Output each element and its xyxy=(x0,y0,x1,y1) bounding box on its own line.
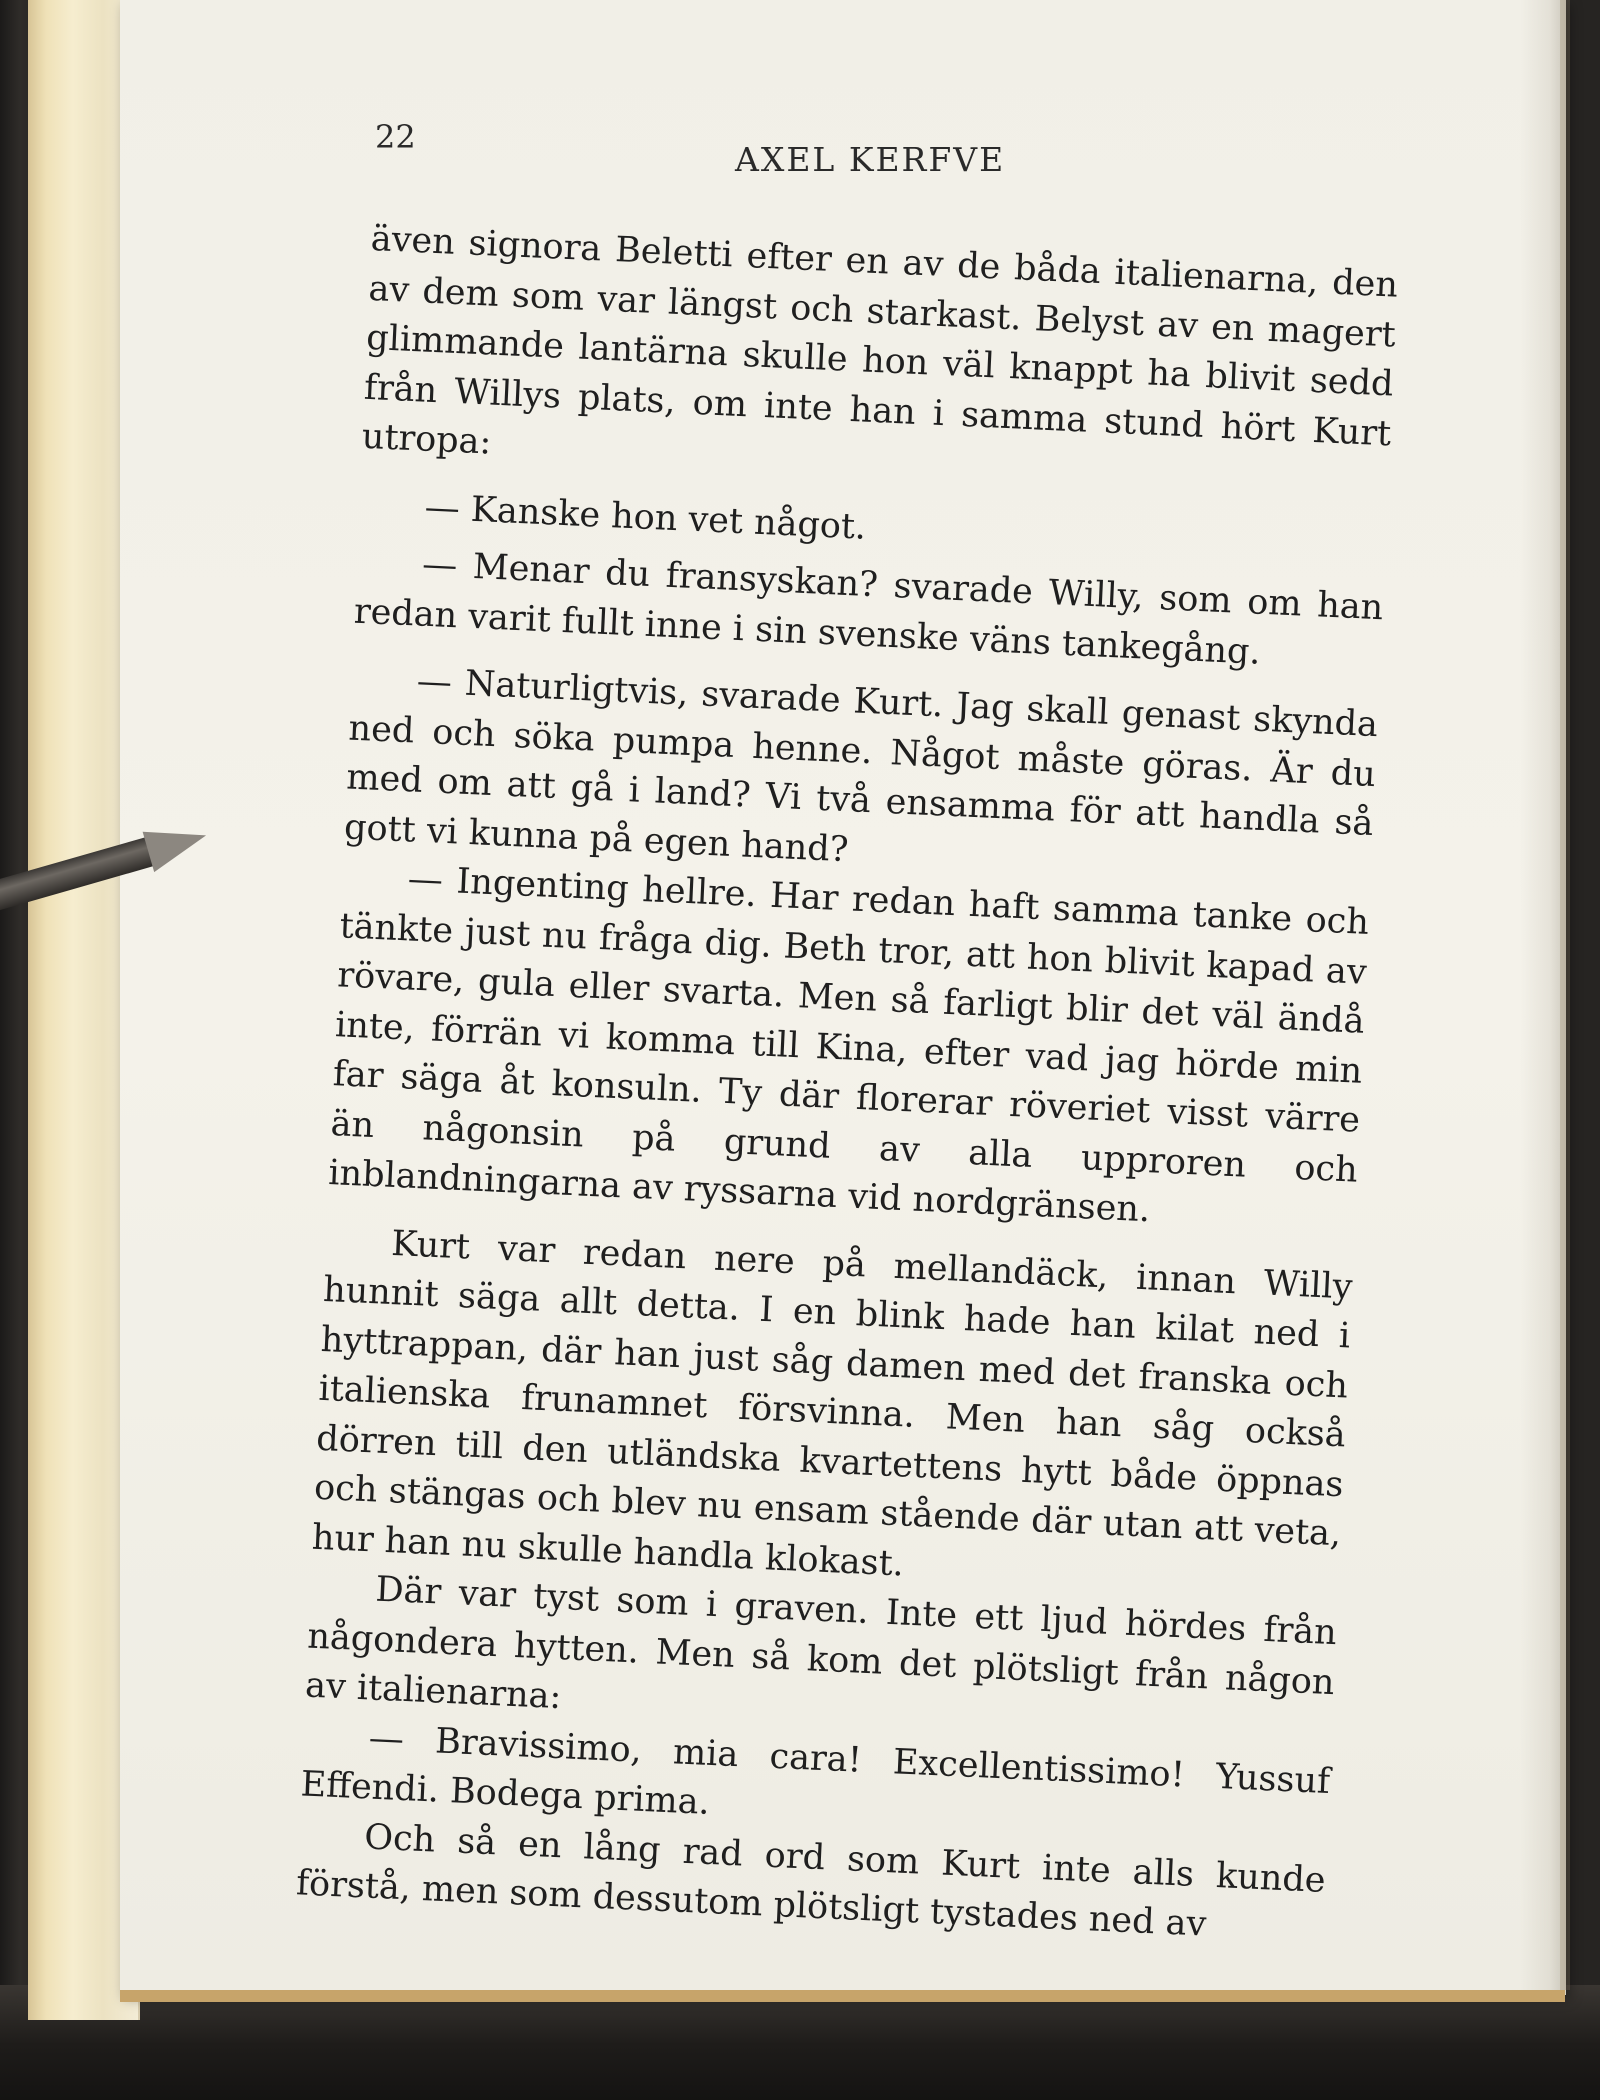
paragraph-2: — Kanske hon vet något. xyxy=(423,487,867,548)
paragraph-7: Där var tyst som i graven. Inte ett ljud hördes från någondera hytten. Men så kom det plötsligt från någon av italienarna: xyxy=(304,1569,1338,1718)
paragraph-5: — Ingenting hellre. Har redan haft samma tanke och tänkte just nu fråga dig. Beth tror, att hon blivit kapad av rövare, gula eller svarta. Men så farligt blir det väl ändå inte, förrän vi komma till Kina, efter vad jag hörde min far säga åt konsuln. Ty där florerar röveriet visst värre än någonsin på grund av alla upproren och inblandningarna av ryssarna vid nordgränsen. xyxy=(327,859,1370,1231)
paragraph-9: Och så en lång rad ord som Kurt inte alls kunde förstå, men som dessutom plötsligt tystades ned av xyxy=(295,1816,1327,1945)
paragraph-4: — Naturligtvis, svarade Kurt. Jag skall genast skynda ned och söka pumpa henne. Något måste göras. Är du med om att gå i land? Vi två ensamma för att handla så gott vi kunna på egen hand? xyxy=(343,661,1379,870)
running-head: AXEL KERFVE xyxy=(735,140,1006,179)
page-number: 22 xyxy=(375,118,416,156)
paragraph-8: — Bravissimo, mia cara! Excellentissimo! Yussuf Effendi. Bodega prima. xyxy=(299,1717,1331,1823)
paragraph-3: — Menar du fransyskan? svarade Willy, som om han redan varit fullt inne i sin svenske väns tankegång. xyxy=(353,544,1385,673)
paragraph-6: Kurt var redan nere på mellandäck, innan Willy hunnit säga allt detta. I en blink hade han kilat ned i hyttrappan, där han just såg damen med det franska och italienska frunamnet försvinna. Men han såg också dörren till den utländska kvartettens hytt både öppnas och stängas och blev nu ensam stående där utan att veta, hur han nu skulle handla klokast. xyxy=(311,1223,1354,1584)
page-edge-shade xyxy=(1520,0,1570,1990)
body-text xyxy=(295,215,1399,1955)
table-shadow xyxy=(0,1985,1600,2100)
paragraph-1: även signora Beletti efter en av de båda italienarna, den av dem som var längst och starkast. Belyst av en magert glimmande lantärna skulle hon väl knappt ha blivit sedd från Willys plats, om inte han i samma stund hört Kurt utropa: xyxy=(361,218,1399,463)
page-bottom-edge xyxy=(120,1990,1565,2002)
